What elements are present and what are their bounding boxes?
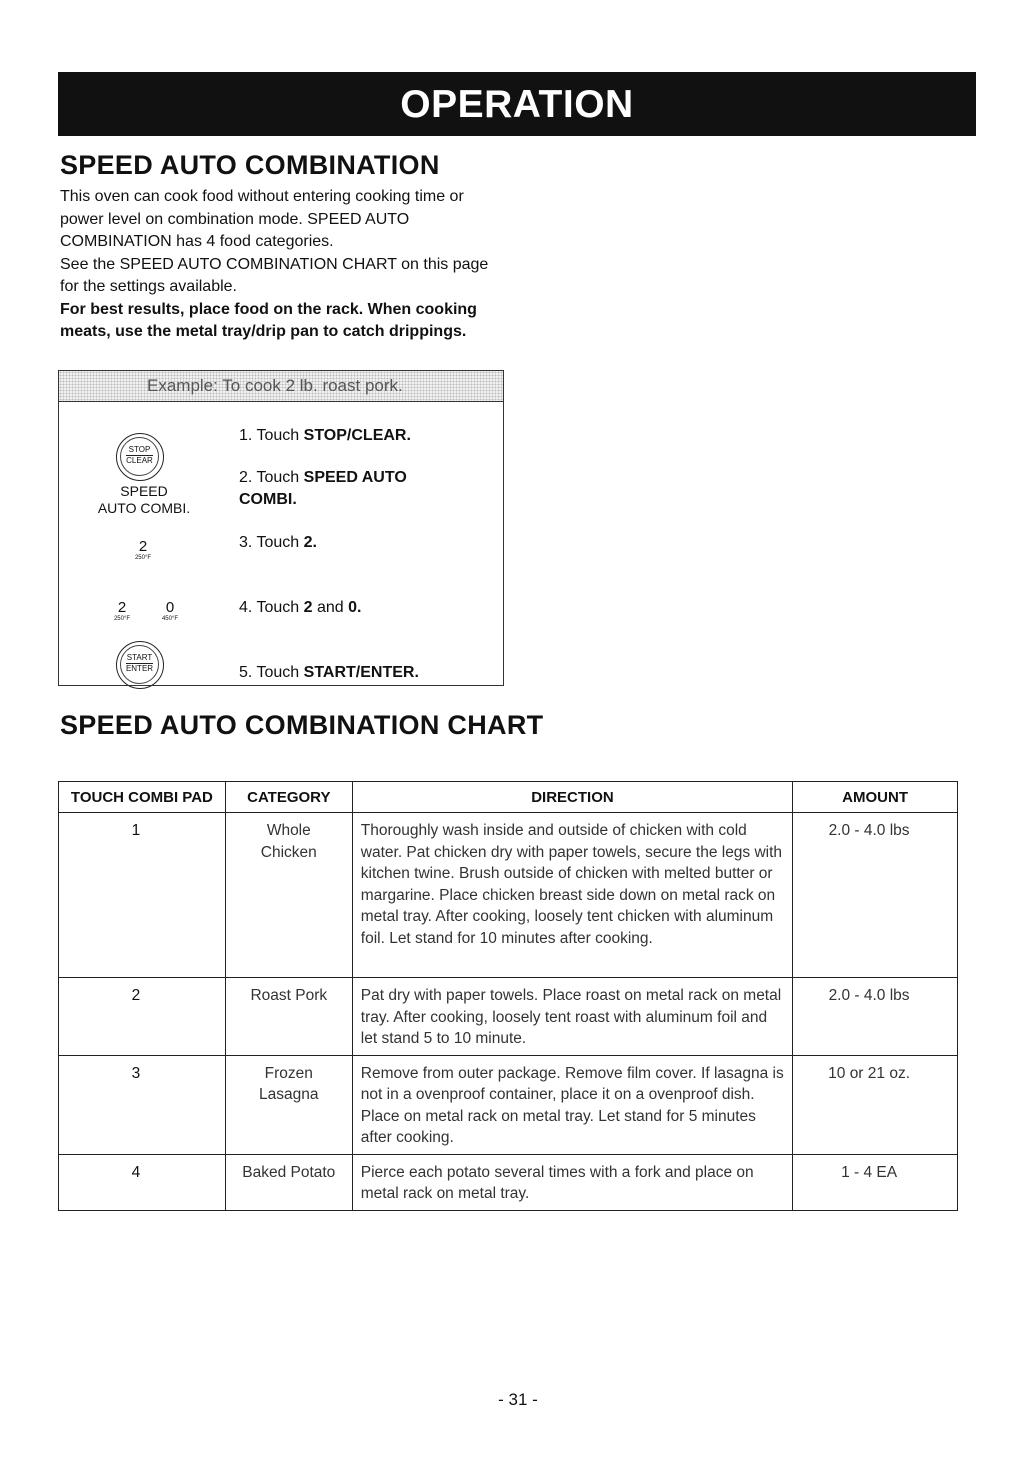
column-header: CATEGORY <box>225 782 352 813</box>
start-enter-key-face <box>120 645 159 684</box>
column-header: AMOUNT <box>793 782 958 813</box>
category-cell: Roast Pork <box>225 978 352 1056</box>
digit-2-temp: 250°F <box>113 616 131 622</box>
example-title: Example: To cook 2 lb. roast pork. <box>59 371 503 402</box>
example-step <box>239 425 411 447</box>
digit-2-label: 2 <box>117 599 127 616</box>
example-step <box>239 597 361 619</box>
step-text: Touch <box>256 664 304 681</box>
column-header: DIRECTION <box>352 782 792 813</box>
page-banner: OPERATION <box>58 72 976 136</box>
step-text: Touch <box>256 534 304 551</box>
table-row <box>59 1154 958 1210</box>
intro-paragraph: This oven can cook food without entering cooking time or power level on combination mode. SPEED AUTO COMBINATION has 4 food categories. <box>60 188 464 250</box>
digit-0-temp: 450°F <box>161 616 179 622</box>
category-cell: Baked Potato <box>225 1154 352 1210</box>
stop-clear-key-icon <box>116 433 164 481</box>
pad-cell: 4 <box>59 1154 226 1210</box>
category-cell: Whole Chicken <box>225 813 352 978</box>
auto-combi-label: AUTO COMBI. <box>97 500 191 516</box>
digit-2-key <box>110 599 134 622</box>
section-title: SPEED AUTO COMBINATION <box>60 150 440 180</box>
table-row <box>59 978 958 1056</box>
step-number: 3. <box>239 534 253 551</box>
enter-label: ENTER <box>125 664 154 673</box>
amount-cell: 2.0 - 4.0 lbs <box>793 813 958 978</box>
intro-note: For best results, place food on the rack. When cooking meats, use the metal tray/drip pan to catch drippings. <box>60 300 477 340</box>
category-cell: Frozen Lasagna <box>225 1055 352 1154</box>
amount-cell: 2.0 - 4.0 lbs <box>793 978 958 1056</box>
step-key: 0. <box>348 599 362 616</box>
step-key: START/ENTER. <box>303 664 419 681</box>
example-step <box>239 662 419 684</box>
step-text: and <box>312 599 349 616</box>
pad-cell: 1 <box>59 813 226 978</box>
direction-cell: Pierce each potato several times with a fork and place on metal rack on metal tray. <box>352 1154 792 1210</box>
step-key: STOP/CLEAR. <box>303 427 411 444</box>
stop-clear-key-face <box>120 437 159 476</box>
table-row <box>59 1055 958 1154</box>
speed-auto-combi-key <box>79 483 209 517</box>
example-step <box>239 467 459 511</box>
example-box <box>58 370 504 686</box>
step-number: 2. <box>239 469 253 486</box>
start-enter-key-icon <box>116 641 164 689</box>
step-text: Touch <box>256 469 304 486</box>
stop-label: STOP <box>126 445 153 456</box>
intro-paragraph: See the SPEED AUTO COMBINATION CHART on this page for the settings available. <box>60 255 489 295</box>
step-key: 2. <box>303 534 317 551</box>
step-key: SPEED AUTO COMBI. <box>239 469 407 508</box>
direction-cell: Pat dry with paper towels. Place roast on metal rack on metal tray. After cooking, loosely tent roast with aluminum foil and let stand 5 to 10 minute. <box>352 978 792 1056</box>
speed-label: SPEED <box>120 483 168 499</box>
start-label: START <box>126 653 153 662</box>
direction-cell: Remove from outer package. Remove film cover. If lasagna is not in a ovenproof container, place it on a ovenproof dish. Place on metal rack on metal tray. Let stand for 5 minutes after cooking. <box>352 1055 792 1154</box>
step-number: 5. <box>239 664 253 681</box>
table-row <box>59 813 958 978</box>
page-number: - 31 - <box>498 1390 538 1409</box>
pad-cell: 2 <box>59 978 226 1056</box>
example-step <box>239 532 317 554</box>
amount-cell: 10 or 21 oz. <box>793 1055 958 1154</box>
intro-text <box>60 186 510 344</box>
amount-cell: 1 - 4 EA <box>793 1154 958 1210</box>
digit-0-label: 0 <box>165 599 175 616</box>
digit-2-key <box>131 538 155 561</box>
direction-cell: Thoroughly wash inside and outside of chicken with cold water. Pat chicken dry with paper towels, secure the legs with kitchen twine. Brush outside of chicken with melted butter or margarine. Place chicken breast side down on metal rack on metal tray. After cooking, loosely tent chicken with aluminum foil. Let stand for 10 minutes after cooking. <box>352 813 792 978</box>
step-number: 1. <box>239 427 253 444</box>
clear-label: CLEAR <box>126 456 153 465</box>
digit-2-temp: 250°F <box>134 555 152 561</box>
pad-cell: 3 <box>59 1055 226 1154</box>
step-key: 2 <box>303 599 313 616</box>
step-text: Touch <box>256 599 304 616</box>
step-number: 4. <box>239 599 253 616</box>
column-header: TOUCH COMBI PAD <box>59 782 226 813</box>
chart-title: SPEED AUTO COMBINATION CHART <box>60 710 544 740</box>
speed-auto-combination-chart <box>58 781 958 1211</box>
digit-2-label: 2 <box>138 538 148 555</box>
table-header-row <box>59 782 958 813</box>
digit-0-key <box>158 599 182 622</box>
step-text: Touch <box>256 427 304 444</box>
